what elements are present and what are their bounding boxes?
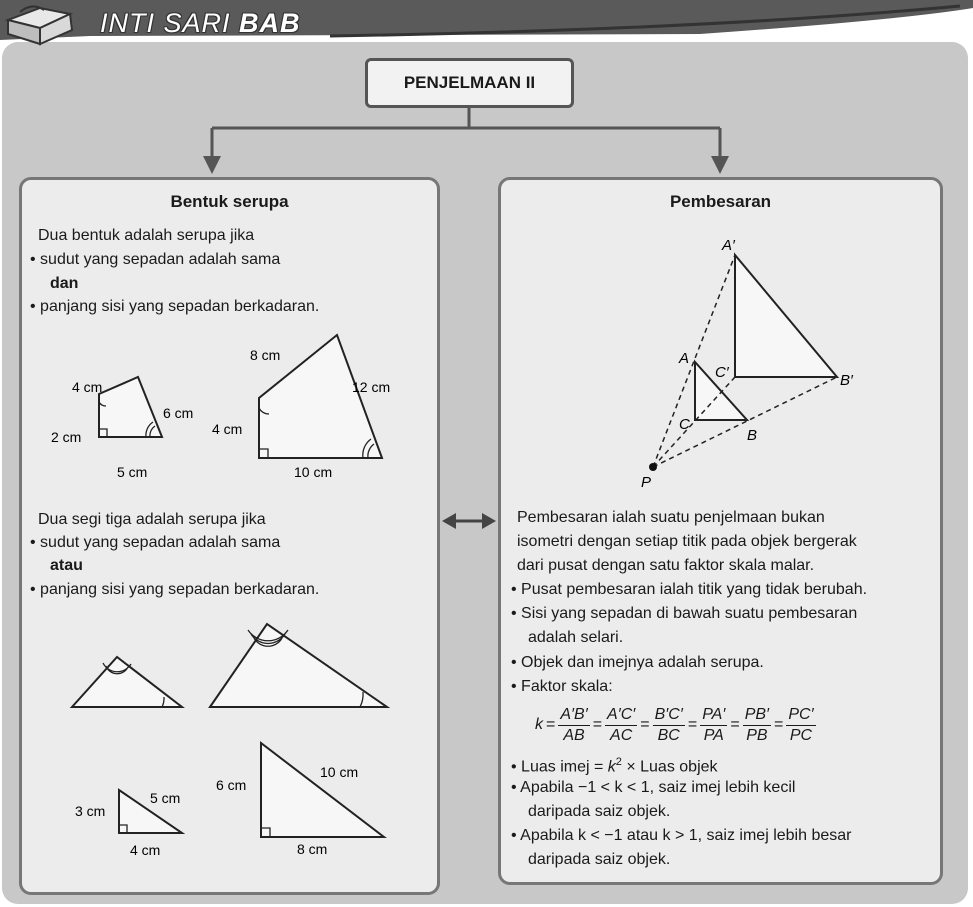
panel-title: Bentuk serupa: [170, 192, 289, 211]
label-left: 4 cm: [212, 421, 243, 437]
label-left: 2 cm: [51, 429, 82, 445]
fraction: [653, 705, 685, 746]
label-left: 6 cm: [216, 777, 247, 793]
intro-text: Dua segi tiga adalah serupa jika: [38, 511, 266, 528]
label-left: 3 cm: [75, 803, 106, 819]
label-right: 12 cm: [352, 379, 391, 395]
similar-shapes-panel: [19, 177, 440, 895]
numerator: B′C′: [653, 705, 685, 726]
banner-title: INTI SARI BAB: [100, 8, 301, 38]
list-item: • Apabila k < −1 atau k > 1, saiz imej lebih besar: [511, 827, 852, 844]
list-item: • Sisi yang sepadan di bawah suatu pembesaran: [511, 605, 858, 622]
description-line: isometri dengan setiap titik pada objek bergerak: [517, 533, 857, 550]
equals-sign: =: [640, 716, 650, 733]
denominator: AC: [610, 726, 633, 744]
denominator: PB: [746, 726, 768, 744]
label-top: 8 cm: [250, 347, 281, 363]
list-item-cont: daripada saiz objek.: [528, 851, 671, 868]
point-label: A′: [722, 237, 735, 254]
equals-sign: =: [774, 716, 784, 733]
list-item-cont: adalah selari.: [528, 629, 624, 646]
equals-sign: =: [687, 716, 698, 733]
numerator: A′B′: [558, 705, 589, 726]
label-right: 6 cm: [163, 405, 194, 421]
fraction: [700, 705, 727, 746]
list-item: • Luas imej = $k^2$ × Luas objek: [511, 756, 718, 776]
scale-factor-formula: k = $\frac{A'B'}{AB}$ = $\frac{A'C'}{AC}$ = $\frac{B'C'}{BC}$ = $\frac{PA'}{PA}$ = $\frac{PB'}{PB}$ = $\frac{PC'}{PC}$: [535, 705, 814, 744]
point-label: C′: [715, 364, 729, 381]
list-item: • Objek dan imejnya adalah serupa.: [511, 654, 764, 671]
list-item: • Faktor skala:: [511, 678, 613, 695]
enlargement-panel: [498, 177, 943, 885]
list-item: • Apabila −1 < k < 1, saiz imej lebih kecil: [511, 779, 796, 796]
similar-triangles: [22, 610, 443, 880]
label-hyp: 5 cm: [150, 790, 181, 806]
fraction: [605, 705, 637, 746]
double-arrow-icon: [442, 513, 496, 529]
similar-quadrilaterals: [22, 330, 443, 490]
list-item: • panjang sisi yang sepadan berkadaran.: [30, 581, 320, 598]
fraction: [558, 705, 589, 746]
list-item: • sudut yang sepadan adalah sama: [30, 251, 281, 268]
description-line: dari pusat dengan satu faktor skala malar.: [517, 557, 815, 574]
equals-sign: =: [730, 716, 740, 733]
intro-text: Dua bentuk adalah serupa jika: [38, 227, 255, 244]
list-item-cont: daripada saiz objek.: [528, 803, 671, 820]
point-label: B′: [840, 372, 853, 389]
denominator: AB: [563, 726, 585, 744]
description-line: Pembesaran ialah suatu penjelmaan bukan: [517, 509, 825, 526]
equals-sign: =: [592, 716, 603, 733]
numerator: PB′: [743, 705, 771, 726]
label-bottom: 10 cm: [294, 464, 333, 480]
label-hyp: 10 cm: [320, 764, 359, 780]
numerator: PC′: [786, 705, 815, 726]
label-top: 4 cm: [72, 379, 103, 395]
conjunction: atau: [50, 557, 83, 574]
denominator: PC: [789, 726, 813, 744]
point-label: B: [747, 427, 758, 444]
label-bottom: 4 cm: [130, 842, 161, 858]
point-label: P: [641, 474, 652, 491]
denominator: PA: [703, 726, 724, 744]
list-item: • Pusat pembesaran ialah titik yang tidak berubah.: [511, 581, 868, 598]
label-bottom: 8 cm: [297, 841, 328, 857]
list-item: • panjang sisi yang sepadan berkadaran.: [30, 298, 320, 315]
numerator: PA′: [700, 705, 727, 726]
label-bottom: 5 cm: [117, 464, 148, 480]
topic-title: PENJELMAAN II: [365, 58, 574, 108]
numerator: A′C′: [605, 705, 637, 726]
conjunction: dan: [50, 275, 79, 292]
list-item: • sudut yang sepadan adalah sama: [30, 534, 281, 551]
fraction: [743, 705, 771, 746]
panel-title: Pembesaran: [669, 192, 772, 211]
point-label: C: [679, 416, 690, 433]
point-label: A: [679, 350, 690, 367]
denominator: BC: [657, 726, 680, 744]
enlargement-diagram: [501, 225, 946, 495]
fraction: [786, 705, 815, 746]
